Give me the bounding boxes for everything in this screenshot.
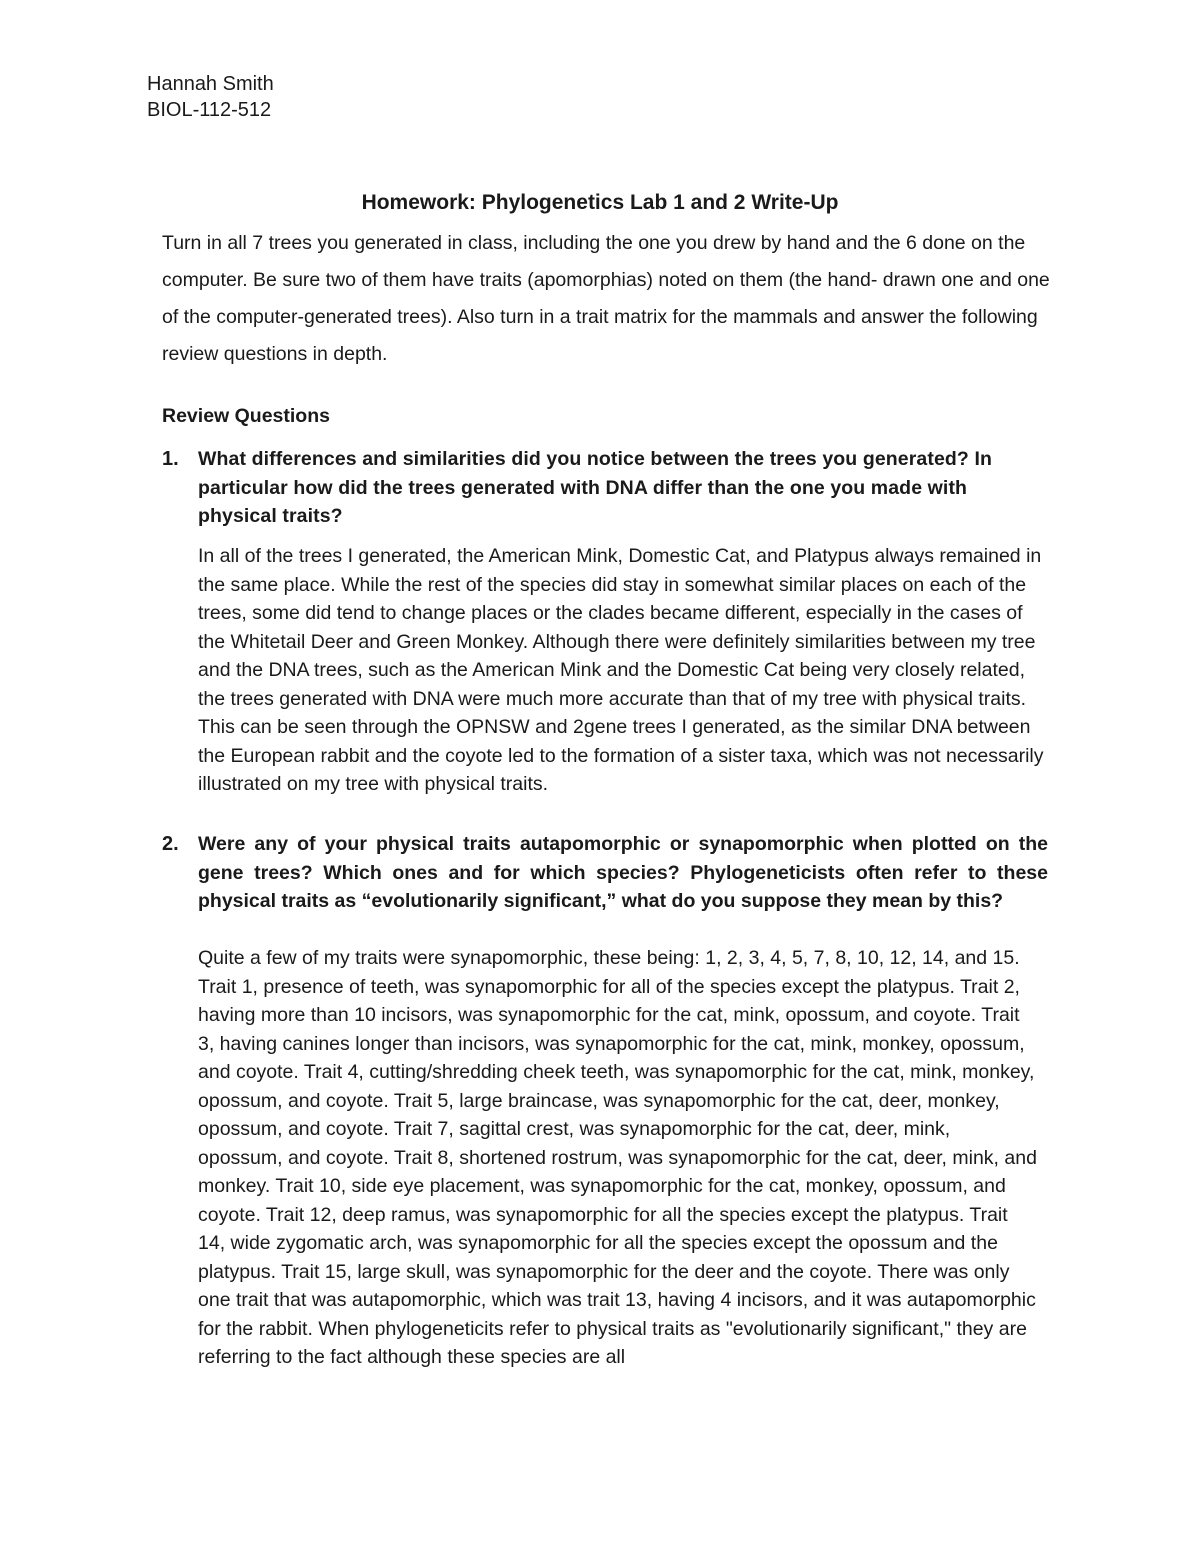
answer-2-text: Quite a few of my traits were synapomorphic, these being: 1, 2, 3, 4, 5, 7, 8, 10, 12, 14, and 15. Trait 1, presence of teeth, was synapomorphic for all of the species except the platypus. Trait 2, having more than 10 incisors, was synapomorphic for the cat, mink, opossum, and coyote. Trait 3, having canines longer than incisors, was synapomorphic for the cat, mink, monkey, opossum, and coyote. Trait 4, cutting/shredding cheek teeth, was synapomorphic for the cat, mink, monkey, opossum, and coyote. Trait 5, large braincase, was synapomorphic for the cat, deer, monkey, opossum, and coyote. Trait 7, sagittal crest, was synapomorphic for the cat, deer, mink, opossum, and coyote. Trait 8, shortened rostrum, was synapomorphic for the cat, deer, mink, and monkey. Trait 10, side eye placement, was synapomorphic for the cat, monkey, opossum, and coyote. Trait 12, deep ramus, was synapomorphic for all the species except the platypus. Trait 14, wide zygomatic arch, was synapomorphic for all the species except the opossum and the platypus. Trait 15, large skull, was synapomorphic for the deer and the coyote. There was only one trait that was autapomorphic, which was trait 13, having 4 incisors, and it was autapomorphic for the rabbit. When phylogeneticits refer to physical traits as "evolutionarily significant," they are referring to the fact although these species are all — [198, 947, 1037, 1368]
answer-1-text: In all of the trees I generated, the American Mink, Domestic Cat, and Platypus always remained in the same place. While the rest of the species did stay in somewhat similar places on each of the trees, some did tend to change places or the clades became different, especially in the cases of the Whitetail Deer and Green Monkey. Although there were definitely similarities between my tree and the DNA trees, such as the American Mink and the Domestic Cat being very closely related, the trees generated with DNA were much more accurate than that of my tree with physical traits. This can be seen through the OPNSW and 2gene trees I generated, as the similar DNA between the European rabbit and the coyote led to the formation of a sister taxa, which was not necessarily illustrated on my tree with physical traits. — [198, 545, 1044, 795]
page-title: Homework: Phylogenetics Lab 1 and 2 Write-Up — [361, 191, 839, 214]
question-2-number: 2. — [162, 833, 179, 855]
course-code: BIOL-112-512 — [147, 99, 272, 121]
author-name: Hannah Smith — [147, 73, 274, 95]
intro-paragraph: Turn in all 7 trees you generated in class, including the one you drew by hand and the 6 done on the computer. Be sure two of them have traits (apomorphias) noted on them (the hand- drawn one and one of the computer-generated trees). Also turn in a trait matrix for the mammals and answer the following review questions in depth. — [162, 232, 1050, 365]
question-1-number: 1. — [162, 448, 179, 470]
review-questions-heading: Review Questions — [162, 405, 330, 427]
question-2-text: Were any of your physical traits autapomorphic or synapomorphic when plotted on the gene trees? Which ones and for which species? Phylogeneticists often refer to these physical traits as “evolutionarily significant,” what do you suppose they mean by this? — [198, 833, 1048, 912]
question-1-text: What differences and similarities did you notice between the trees you generated? In particular how did the trees generated with DNA differ than the one you made with physical traits? — [198, 448, 992, 527]
